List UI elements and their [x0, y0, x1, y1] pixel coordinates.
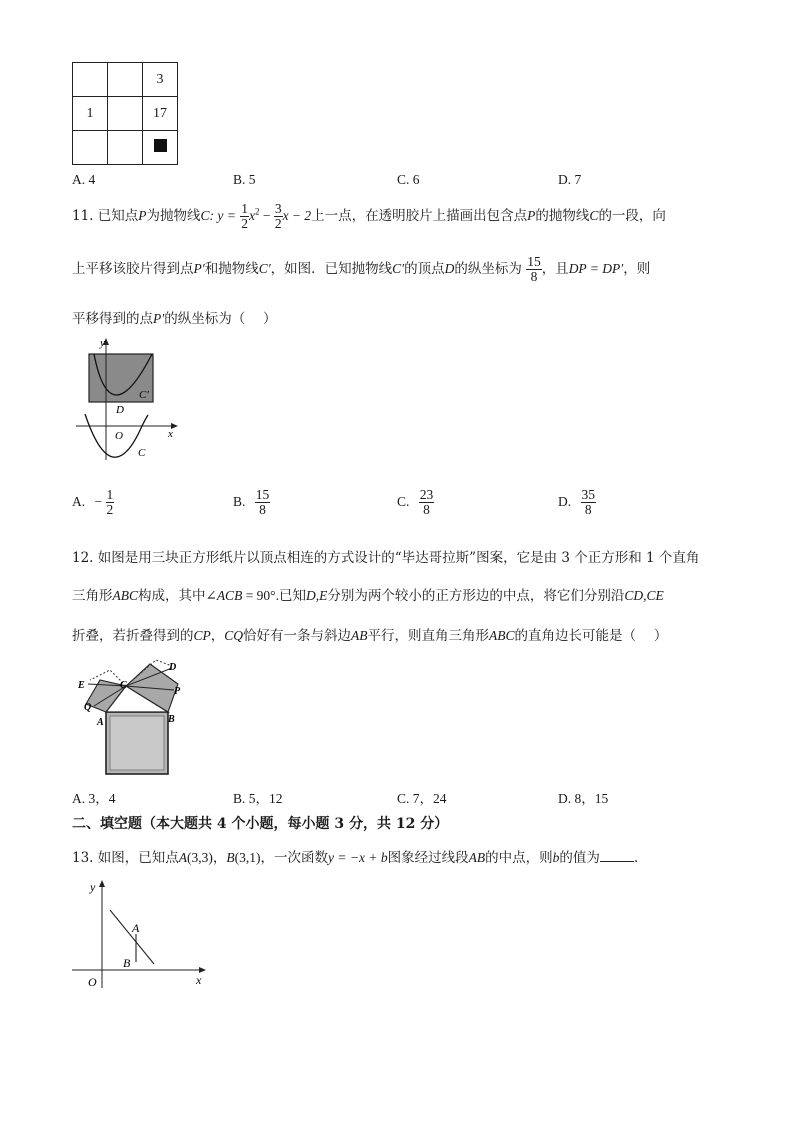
- fraction: [255, 488, 271, 517]
- q11-parabola-figure: [72, 336, 182, 462]
- denominator: 8: [530, 269, 538, 285]
- answer-blank[interactable]: [600, 849, 634, 862]
- denominator: 8: [259, 502, 266, 518]
- q13-coordinate-figure: [70, 876, 210, 992]
- point-b-label: B: [168, 714, 175, 725]
- coord-b: (3,1): [234, 850, 261, 865]
- text: ，: [210, 628, 225, 644]
- grid-row: [73, 131, 178, 165]
- text: 和抛物线: [204, 261, 259, 278]
- text: 的纵坐标为: [454, 261, 522, 278]
- text: ，: [212, 850, 227, 866]
- math-minus: −: [259, 208, 274, 224]
- grid-row: [73, 63, 178, 97]
- text: 图象经过线段: [387, 850, 469, 866]
- grid-cell: 3: [143, 63, 178, 97]
- numerator: 23: [419, 487, 434, 502]
- text: 折叠，若折叠得到的: [72, 628, 194, 644]
- var-de: D,E: [305, 588, 328, 603]
- point-a-label: A: [132, 921, 140, 935]
- q12-line-1: 12. 如图是用三块正方形纸片以顶点相连的方式设计的“毕达哥拉斯”图案，它是由 3 个正方形和 1 个直角: [72, 550, 700, 566]
- vertex-d-label: D: [116, 404, 124, 416]
- point-a-label: A: [97, 717, 104, 728]
- grid-cell: [73, 63, 108, 97]
- curve-c-label: C: [138, 447, 146, 459]
- text: 为抛物线: [146, 208, 201, 225]
- text: = 90°.已知: [242, 588, 306, 603]
- option-label: C.: [397, 493, 410, 509]
- grid-cell: [108, 63, 143, 97]
- fraction: [526, 255, 542, 284]
- option-label: A.: [72, 493, 86, 509]
- math-function: y = −x + b: [328, 850, 388, 865]
- text: .: [633, 850, 639, 866]
- q11-option-a[interactable]: [72, 488, 114, 517]
- q10-option-b[interactable]: B. 5: [233, 172, 256, 187]
- fraction: [274, 202, 283, 231]
- q11-option-b[interactable]: [233, 488, 270, 517]
- text: 的直角边长可能是（ ）: [514, 628, 668, 644]
- large-square-texture: [110, 716, 164, 770]
- math-tail: x − 2: [282, 208, 312, 224]
- y-axis-label: y: [100, 337, 105, 349]
- denominator: 8: [584, 502, 592, 518]
- numerator: 1: [241, 201, 248, 216]
- grid-cell: 17: [143, 97, 178, 131]
- var-d: D: [444, 261, 455, 277]
- text: 分别为两个较小的正方形边的中点，将它们分别沿: [327, 588, 625, 604]
- q12-pythagoras-figure: [70, 654, 194, 780]
- grid-cell: [108, 131, 143, 165]
- y-axis-arrow-icon: [99, 880, 105, 887]
- fraction: [240, 202, 249, 231]
- var-c: C: [200, 208, 210, 224]
- fraction: [581, 488, 597, 517]
- denominator: 8: [423, 502, 430, 518]
- text: ，一次函数: [260, 850, 329, 866]
- number-grid: [72, 62, 178, 165]
- x-axis-label: x: [168, 428, 173, 440]
- denominator: 2: [274, 216, 282, 232]
- var-b-small: b: [552, 850, 560, 865]
- var-cq: CQ: [224, 628, 244, 643]
- origin-label: O: [115, 430, 123, 442]
- text: 的值为: [559, 850, 600, 866]
- q12-option-d[interactable]: D. 8，15: [558, 791, 609, 806]
- var-p-prime: P′: [153, 311, 165, 326]
- math-y: : y =: [209, 208, 236, 224]
- option-label: B.: [233, 493, 246, 509]
- line-y-neg-x-plus-b: [110, 910, 154, 964]
- black-square-icon: [154, 139, 167, 152]
- var-c-prime: C′: [392, 261, 405, 277]
- section-heading: 二、填空题（本大题共 4 个小题，每小题 3 分，共 12 分）: [72, 816, 449, 832]
- var-p-prime: P′: [193, 261, 205, 277]
- var-acb: ACB: [216, 588, 243, 603]
- text: 11. 已知点: [72, 208, 139, 225]
- var-ab: AB: [351, 628, 368, 643]
- numerator: 15: [255, 487, 270, 502]
- var-c: C: [589, 208, 599, 224]
- option-label: D.: [558, 493, 572, 509]
- denominator: 2: [241, 216, 248, 232]
- fraction: [106, 488, 115, 517]
- text: 的纵坐标为（ ）: [164, 311, 277, 327]
- point-c-label: C: [120, 680, 127, 691]
- var-ab: AB: [468, 850, 486, 865]
- point-p-label: P: [174, 686, 181, 697]
- var-abc: ABC: [489, 628, 515, 643]
- var-p: P: [527, 208, 536, 224]
- grid-cell: 1: [73, 97, 108, 131]
- q12-line-3: [72, 624, 667, 644]
- text: 恰好有一条与斜边: [243, 628, 352, 644]
- var-c-prime: C′: [258, 261, 271, 277]
- math-minus: −: [94, 493, 103, 509]
- var-b: B: [226, 850, 235, 865]
- numerator: 3: [274, 201, 282, 216]
- text: ，且: [541, 261, 569, 278]
- point-d-label: D: [169, 662, 177, 673]
- q13-line-1: [72, 846, 638, 866]
- coord-a: (3,3): [187, 850, 213, 865]
- text: 上平移该胶片得到点: [72, 261, 194, 278]
- text: 的顶点: [404, 261, 445, 278]
- text: 的中点，则: [485, 850, 553, 866]
- q11-option-d[interactable]: [558, 488, 596, 517]
- text: 三角形: [72, 588, 113, 604]
- numerator: 35: [581, 487, 595, 502]
- origin-label: O: [88, 975, 97, 989]
- q12-option-b[interactable]: B. 5，12: [233, 791, 283, 806]
- point-b-label: B: [123, 956, 131, 970]
- grid-row: [73, 97, 178, 131]
- q10-option-d[interactable]: D. 7: [558, 172, 582, 187]
- var-abc: ABC: [112, 588, 138, 603]
- var-a: A: [178, 850, 188, 865]
- numerator: 15: [527, 254, 541, 269]
- grid-cell: [108, 97, 143, 131]
- text: 上一点，在透明胶片上描画出包含点: [311, 208, 528, 225]
- x-axis-label: x: [196, 973, 202, 987]
- point-q-label: Q: [84, 702, 92, 713]
- point-e-label: E: [78, 680, 85, 691]
- q12-line-2: [72, 584, 664, 604]
- math-eq: DP = DP′: [568, 261, 624, 277]
- var-cp: CP: [193, 628, 211, 643]
- text: 的一段，向: [598, 208, 666, 225]
- text: 构成，其中∠: [138, 588, 217, 604]
- var-p: P: [138, 208, 147, 224]
- q11-option-c[interactable]: [397, 488, 434, 517]
- math-x: x: [248, 208, 255, 224]
- curve-c-prime-label: C′: [139, 389, 149, 401]
- text: 13. 如图，已知点: [72, 850, 179, 866]
- q11-line-2: [72, 255, 650, 284]
- fraction: [419, 488, 435, 517]
- q12-option-a[interactable]: A. 3，4: [72, 791, 116, 806]
- numerator: 1: [106, 487, 114, 502]
- q12-option-c[interactable]: C. 7，24: [397, 791, 447, 806]
- denominator: 2: [106, 502, 114, 518]
- exponent: 2: [254, 206, 260, 217]
- y-axis-label: y: [90, 880, 96, 894]
- text: 平行，则直角三角形: [367, 628, 490, 644]
- grid-cell: [73, 131, 108, 165]
- q10-option-a[interactable]: A. 4: [72, 172, 96, 187]
- q10-option-c[interactable]: C. 6: [397, 172, 420, 187]
- var-cdce: CD,CE: [624, 588, 664, 603]
- text: 平移得到的点: [72, 311, 153, 327]
- grid-cell-unknown: [143, 131, 178, 165]
- text: 的抛物线: [535, 208, 590, 225]
- q11-line-1: [72, 202, 666, 231]
- q11-line-3: [72, 307, 277, 327]
- text: ，如图．已知抛物线: [270, 261, 393, 278]
- text: ，则: [623, 261, 651, 278]
